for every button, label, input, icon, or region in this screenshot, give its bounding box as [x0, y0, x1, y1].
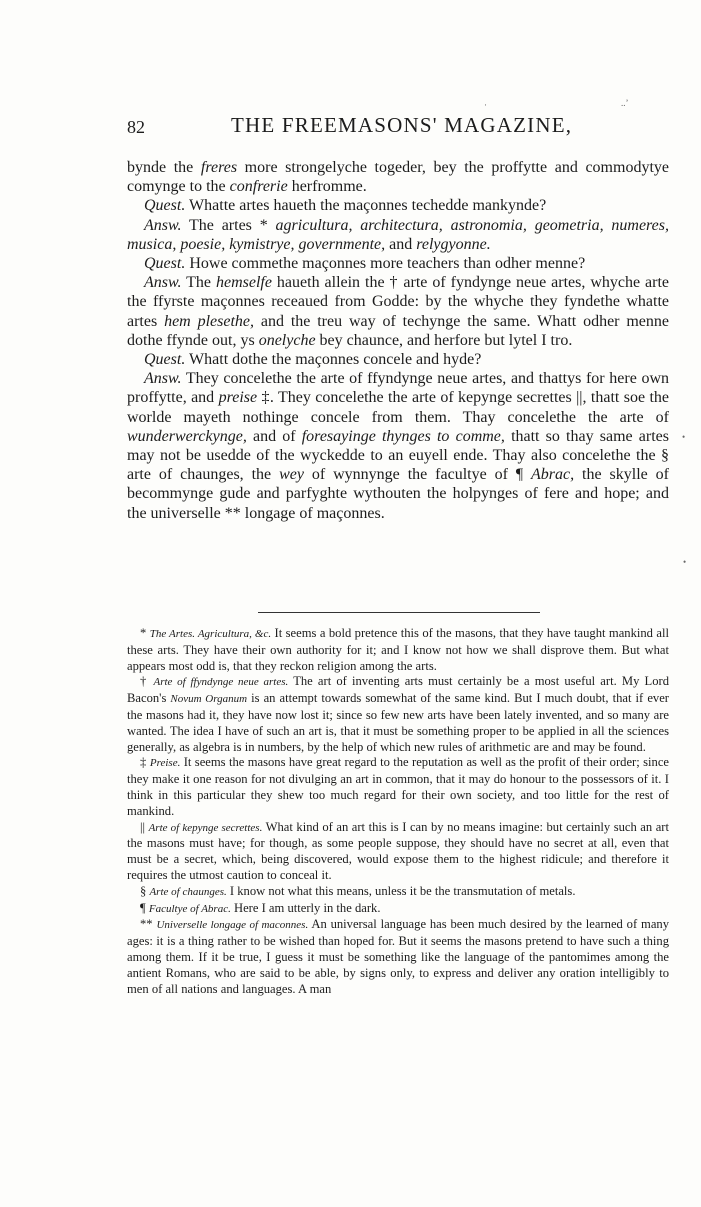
italic-run: Novum Organum [170, 693, 248, 706]
text-run: I know not what this means, unless it be the transmutation of metals. [226, 883, 576, 898]
italic-run: Answ. [144, 216, 182, 234]
text-run: Here I am utterly in the dark. [230, 900, 381, 915]
text-run: ** [140, 917, 157, 932]
text-run: herfromme. [287, 178, 367, 196]
italic-run: Quest. [144, 255, 186, 273]
text-run: Howe commethe maçonnes more teachers than odher menne? [185, 255, 586, 273]
italic-run: Facultye of Abrac. [148, 902, 231, 915]
italic-run: Preise. [149, 757, 181, 770]
running-header [127, 113, 667, 139]
text-run: Whatte artes haueth the maçonnes techedde mankynde? [185, 197, 547, 215]
italic-run: preise [218, 389, 258, 407]
text-run: and the treu way of techynge the same. Whatt odher menne dothe ffynde out, ys [127, 312, 670, 349]
text-run: § [140, 883, 150, 898]
text-run: and [385, 235, 417, 253]
text-run: of wynnynge the facultye of ¶ [303, 466, 532, 484]
text-run: the skylle of becommynge gude and parfyghte wythouten the holpynges of fere and hope; and the universelle ** longage of maçonnes. [127, 466, 669, 522]
italic-run: relygyonne. [416, 235, 491, 253]
text-run: It seems the masons have great regard to the reputation as well as the profit of their order; since they make it one reason for not divulging an art in common, that it may do honour to the possessors of it. I think in this particular they shew too much regard for their own society, and too little for the rest of mankind. [127, 755, 669, 818]
footnote [127, 674, 669, 755]
italic-run: wunderwerckynge, [127, 427, 247, 445]
text-run: † [140, 674, 154, 689]
stray-mark-top-right: ..’ [621, 98, 629, 108]
page-number: 82 [127, 117, 145, 137]
italic-run: The Artes. Agricultura, &c. [149, 628, 272, 640]
text-run: bey chaunce, and herfore but lytel I tro. [315, 331, 573, 349]
main-paragraph [127, 350, 669, 369]
running-title: THE FREEMASONS' MAGAZINE, [231, 113, 573, 137]
stray-mark-side-lower: • [683, 557, 687, 567]
text-run: It seems a bold pretence this of the masons, that they have taught mankind all these arts. They have their own authority for it; and I know not how we shall disprove them. But what appears most odd is, that they reckon religion among the arts. [127, 626, 669, 673]
italic-run: Arte of ffyndynge neue artes. [153, 676, 289, 689]
footnote [127, 626, 669, 674]
italic-run: foresayinge thynges to comme, [301, 427, 505, 445]
main-text [127, 158, 669, 523]
italic-run: Quest. [144, 197, 186, 215]
italic-run: Universelle longage of maconnes. [156, 919, 309, 932]
main-paragraph [127, 196, 669, 215]
main-paragraph [127, 158, 669, 196]
italic-run: onelyche [258, 331, 316, 349]
text-run: Whatt dothe the maçonnes concele and hyde? [185, 351, 482, 369]
italic-run: Arte of kepynge secrettes. [148, 821, 263, 834]
stray-mark-dot: · [484, 100, 487, 110]
footnote-separator-rule [258, 612, 540, 613]
footnote [127, 901, 669, 918]
italic-run: confrerie [229, 178, 288, 196]
text-run: The art of inventing arts must certainly be a most useful art. My Lord Bacon's [127, 674, 669, 706]
italic-run: freres [200, 159, 238, 176]
italic-run: Arte of chaunges. [149, 885, 227, 898]
italic-run: Answ. [144, 370, 182, 388]
main-paragraph [127, 216, 669, 254]
footnote [127, 820, 669, 884]
text-run: The artes * [181, 216, 276, 234]
italic-run: hemselfe [215, 274, 272, 292]
text-run: thatt so thay same artes may not be usedde of the wyckedde to an euyell ende. Thay also concelethe the § arte of chaunges, the [127, 427, 669, 484]
text-run: haueth allein the † arte of fyndynge neue artes, whyche arte the ffyrste maçonnes receaued from Godde: by the whyche they fyndethe whatte artes [127, 274, 670, 330]
text-run: ¶ [140, 900, 149, 915]
text-run: and of [246, 427, 302, 445]
italic-run: Quest. [144, 351, 186, 369]
italic-run: Answ. [144, 274, 182, 292]
footnote [127, 917, 669, 997]
text-run: bynde the [127, 159, 201, 176]
text-run: is an attempt towards somewhat of the same kind. But I much doubt, that if ever the masons had it, they have now lost it; since so few new arts have been lately invented, and so many are wanted. The idea I have of such an art is, that it must be something proper to be applied in all the sciences generally, as algebra is in numbers, by the help of which new rules of arithmetic are and may be found. [127, 691, 669, 754]
italic-run: Abrac, [531, 466, 575, 484]
stray-mark-side: • [682, 432, 686, 442]
main-paragraph [127, 369, 669, 523]
text-run: The [181, 274, 216, 292]
italic-run: hem plesethe, [164, 312, 254, 330]
text-run: They concelethe the arte of ffyndynge neue artes, and thattys for here own proffytte, and [127, 370, 669, 407]
footnote [127, 755, 669, 819]
main-paragraph [127, 254, 669, 273]
main-paragraph [127, 273, 669, 350]
footnote [127, 884, 669, 901]
text-run: more strongelyche togeder, bey the proffytte and commodytye comynge to the [127, 159, 669, 196]
text-run: What kind of an art this is I can by no means imagine: but certainly such an art the masons must have; for though, as some people suppose, they should have no secret at all, even that must be a secret, which, being discovered, would expose them to the highest ridicule; and therefore it requires the utmost caution to conceal it. [127, 819, 669, 882]
text-run: * [140, 626, 150, 640]
text-run: || [140, 819, 149, 834]
footnotes [127, 626, 669, 997]
text-run: An universal language has been much desired by the learned of many ages: it is a thing rather to be wished than hoped for. But it seems the masons pretend to have such a thing among them. If it be true, I guess it must be something like the language of the pantomimes among the antient Romans, who are said to be able, by signs only, to express and deliver any oration intelligibly to men of all nations and languages. A man [127, 917, 669, 996]
italic-run: agricultura, architectura, astronomia, geometria, numeres, musica, poesie, kymistrye, governmente, [127, 216, 669, 253]
text-run: ‡ [140, 755, 150, 770]
text-run: ‡. They concelethe the arte of kepynge secrettes ||, thatt soe the worlde mayeth nothinge concele from them. Thay concelethe the arte of [127, 389, 669, 426]
italic-run: wey [279, 466, 304, 484]
